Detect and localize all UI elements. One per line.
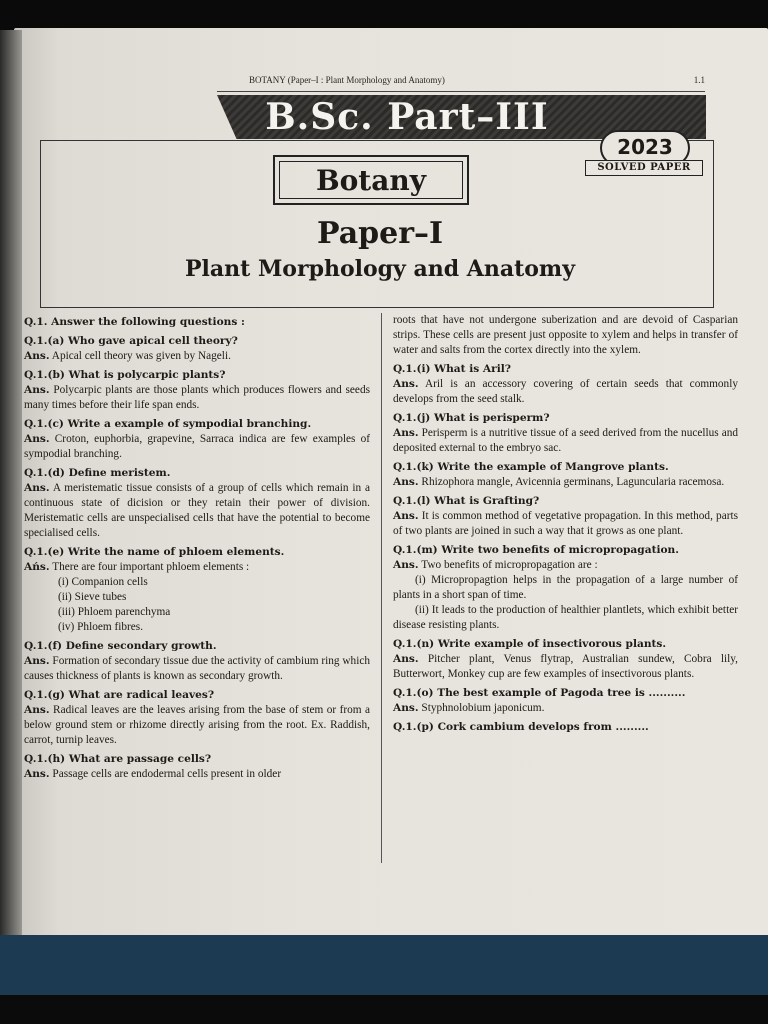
paper-subtitle: Plant Morphology and Anatomy: [184, 256, 575, 282]
question: Q.1.(a) Who gave apical cell theory?: [24, 335, 238, 347]
solved-paper-badge: SOLVED PAPER: [585, 160, 703, 176]
answer: Ans. Formation of secondary tissue due the activity of cambium ring which causes thickness of plants is known as secondary growth.: [24, 655, 371, 682]
header-rule: [217, 91, 705, 92]
answer: Ans. Apical cell theory was given by Nageli.: [24, 350, 231, 362]
column-divider: [381, 313, 382, 863]
list-item: (i) Companion cells: [58, 576, 148, 588]
running-title: BOTANY (Paper–I : Plant Morphology and Anatomy): [249, 75, 445, 85]
subject-title: Botany: [279, 161, 463, 199]
answer: Ans. Passage cells are endodermal cells present in older: [24, 768, 282, 780]
year-badge: 2023: [600, 130, 690, 166]
question: Q.1.(c) Write a example of sympodial branching.: [24, 418, 312, 430]
question: Q.1.(k) Write the example of Mangrove plants.: [393, 461, 669, 473]
course-title: B.Sc. Part–III: [265, 96, 549, 138]
phloem-list: [24, 575, 370, 635]
page-gutter-shadow: [0, 30, 22, 945]
answer: Ans. It is common method of vegetative propagation. In this method, parts of two plants are joined in such a way that it grows as one plant.: [393, 510, 739, 537]
answer: Ans. Radical leaves are the leaves arising from the base of stem or from a below ground stem or rhizome directly arising from the root. Ex. Raddish, carrot, turnip leaves.: [24, 704, 370, 746]
question: Q.1.(f) Define secondary growth.: [24, 640, 217, 652]
question: Q.1.(e) Write the name of phloem elements.: [24, 546, 285, 558]
answer-point: (ii) It leads to the production of healthier plantlets, which exhibit better disease resisting plants.: [393, 604, 738, 631]
answer-continued: roots that have not undergone suberization and are devoid of Casparian strips. These cells are present just opposite to xylem and helps in transfer of water and salts from the cortex directly into the xylem.: [393, 314, 738, 356]
question: Q.1.(g) What are radical leaves?: [24, 689, 215, 701]
subject-box: [273, 155, 469, 205]
table-surface: [0, 935, 768, 995]
background-top: [0, 0, 768, 30]
question: Q.1.(l) What is Grafting?: [393, 495, 540, 507]
list-item: (iv) Phloem fibres.: [58, 621, 144, 633]
question: Q.1.(j) What is perisperm?: [393, 412, 550, 424]
question: Q.1.(o) The best example of Pagoda tree is ..........: [393, 687, 686, 699]
question: Q.1.(p) Cork cambium develops from .........: [393, 721, 649, 733]
answer: Ans. Rhizophora mangle, Avicennia germinans, Laguncularia racemosa.: [393, 476, 725, 488]
answer: Ans. Styphnolobium japonicum.: [393, 702, 545, 714]
list-item: (ii) Sieve tubes: [58, 591, 127, 603]
answer: Ans. Two benefits of micropropagation are :: [393, 559, 598, 571]
question: Q.1.(h) What are passage cells?: [24, 753, 212, 765]
answer: Ans. Perisperm is a nutritive tissue of a seed derived from the nucellus and deposited external to the embryo sac.: [393, 427, 738, 454]
question: Q.1.(n) Write example of insectivorous plants.: [393, 638, 667, 650]
left-column: [24, 313, 370, 782]
page-number: 1.1: [693, 75, 705, 85]
answer-point: (i) Micropropagtion helps in the propagation of a large number of plants in a short span of time.: [393, 574, 738, 601]
running-header: [249, 75, 705, 85]
answer: Ans. A meristematic tissue consists of a group of cells which remain in a continuous state of dicision or they retain their power of division. Meristematic cells are unspecialised cells that have the potential to become specialised cells.: [24, 482, 371, 539]
paper-title: Paper–I: [316, 216, 444, 251]
question: Q.1.(d) Define meristem.: [24, 467, 171, 479]
answer: Ans. Aril is an accessory covering of certain seeds that commonly develops from the seed stalk.: [393, 378, 738, 405]
answer: Ańs. There are four important phloem elements :: [24, 561, 250, 573]
answer: Ans. Croton, euphorbia, grapevine, Sarraca indica are few examples of sympodial branching.: [24, 433, 371, 460]
question: Q.1.(i) What is Aril?: [393, 363, 511, 375]
question: Q.1.(m) Write two benefits of micropropagation.: [393, 544, 679, 556]
answer: Ans. Pitcher plant, Venus flytrap, Australian sundew, Cobra lily, Butterwort, Monkey cup are few examples of insectivorous plants.: [393, 653, 738, 680]
list-item: (iii) Phloem parenchyma: [58, 606, 171, 618]
right-column: [393, 313, 738, 735]
question: Q.1.(b) What is polycarpic plants?: [24, 369, 226, 381]
question-heading: Q.1. Answer the following questions :: [24, 316, 245, 328]
answer: Ans. Polycarpic plants are those plants which produces flowers and seeds many times before their life span ends.: [24, 384, 370, 411]
